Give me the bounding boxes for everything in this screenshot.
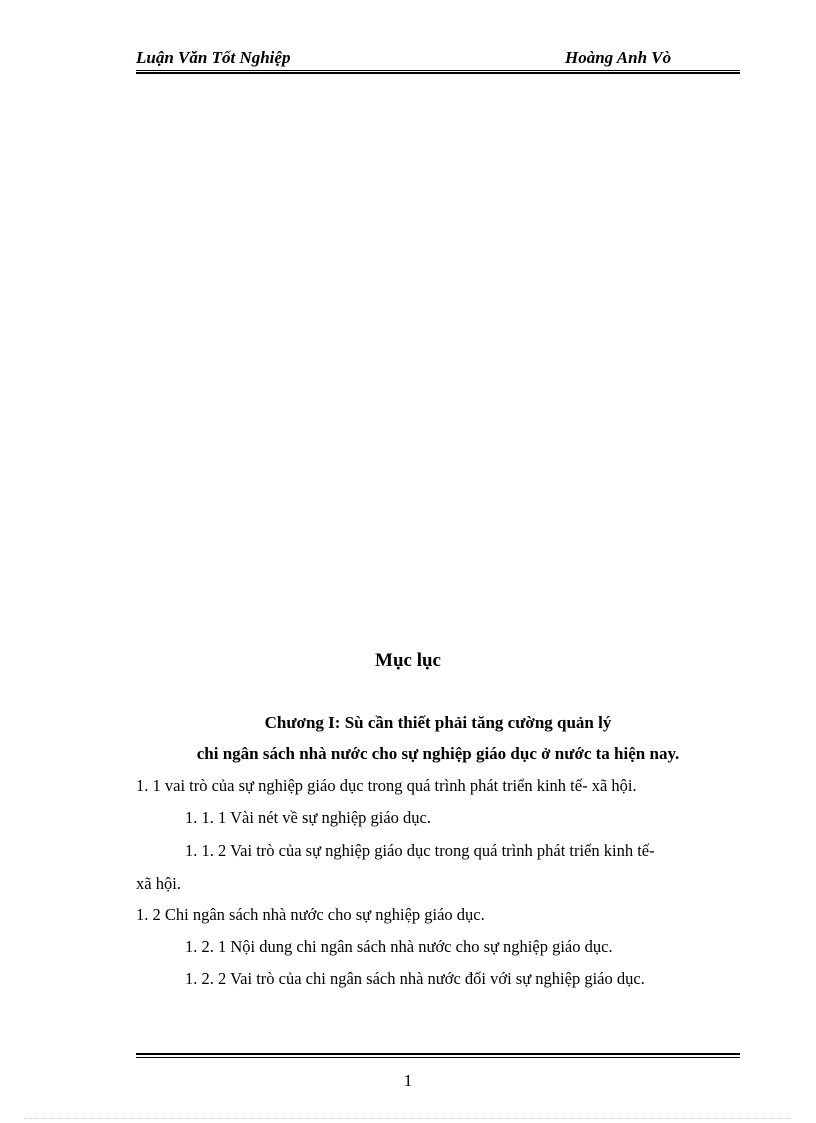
toc-entry-1-1-2: 1. 1. 2 Vai trò của sự nghiệp giáo dục trong quá trình phát triển kinh tế- (185, 841, 655, 860)
chapter-heading-line-1: Chương I: Sù cần thiết phải tăng cường quản lý (264, 713, 612, 732)
toc-entry-1-1-1: 1. 1. 1 Vài nét về sự nghiệp giáo dục. (185, 808, 432, 827)
chapter-heading-line-2: chi ngân sách nhà nước cho sự nghiệp giáo dục ở nước ta hiện nay. (196, 744, 680, 763)
header-thesis-label: Luận Văn Tốt Nghiệp (136, 48, 291, 67)
toc-entry-1-2: 1. 2 Chi ngân sách nhà nước cho sự nghiệp giáo dục. (136, 905, 485, 924)
toc-entry-1-1-2-continued: xã hội. (136, 874, 181, 893)
page-header (136, 48, 740, 68)
footer-rule-top (136, 1053, 740, 1055)
toc-entry-1-2-1: 1. 2. 1 Nội dung chi ngân sách nhà nước cho sự nghiệp giáo dục. (185, 937, 613, 956)
toc-entry-1-2-2: 1. 2. 2 Vai trò của chi ngân sách nhà nước đối với sự nghiệp giáo dục. (185, 969, 645, 988)
page-bottom-dotted-edge (24, 1118, 792, 1119)
header-author-name: Hoàng Anh Vò (565, 48, 672, 67)
header-rule-bottom (136, 72, 740, 74)
footer-rule-bottom (136, 1057, 740, 1058)
toc-title: Mục lục (375, 650, 441, 671)
toc-entry-1-1: 1. 1 vai trò của sự nghiệp giáo dục trong quá trình phát triển kinh tế- xã hội. (136, 776, 637, 795)
header-rule-top (136, 70, 740, 71)
page-number: 1 (403, 1071, 413, 1090)
